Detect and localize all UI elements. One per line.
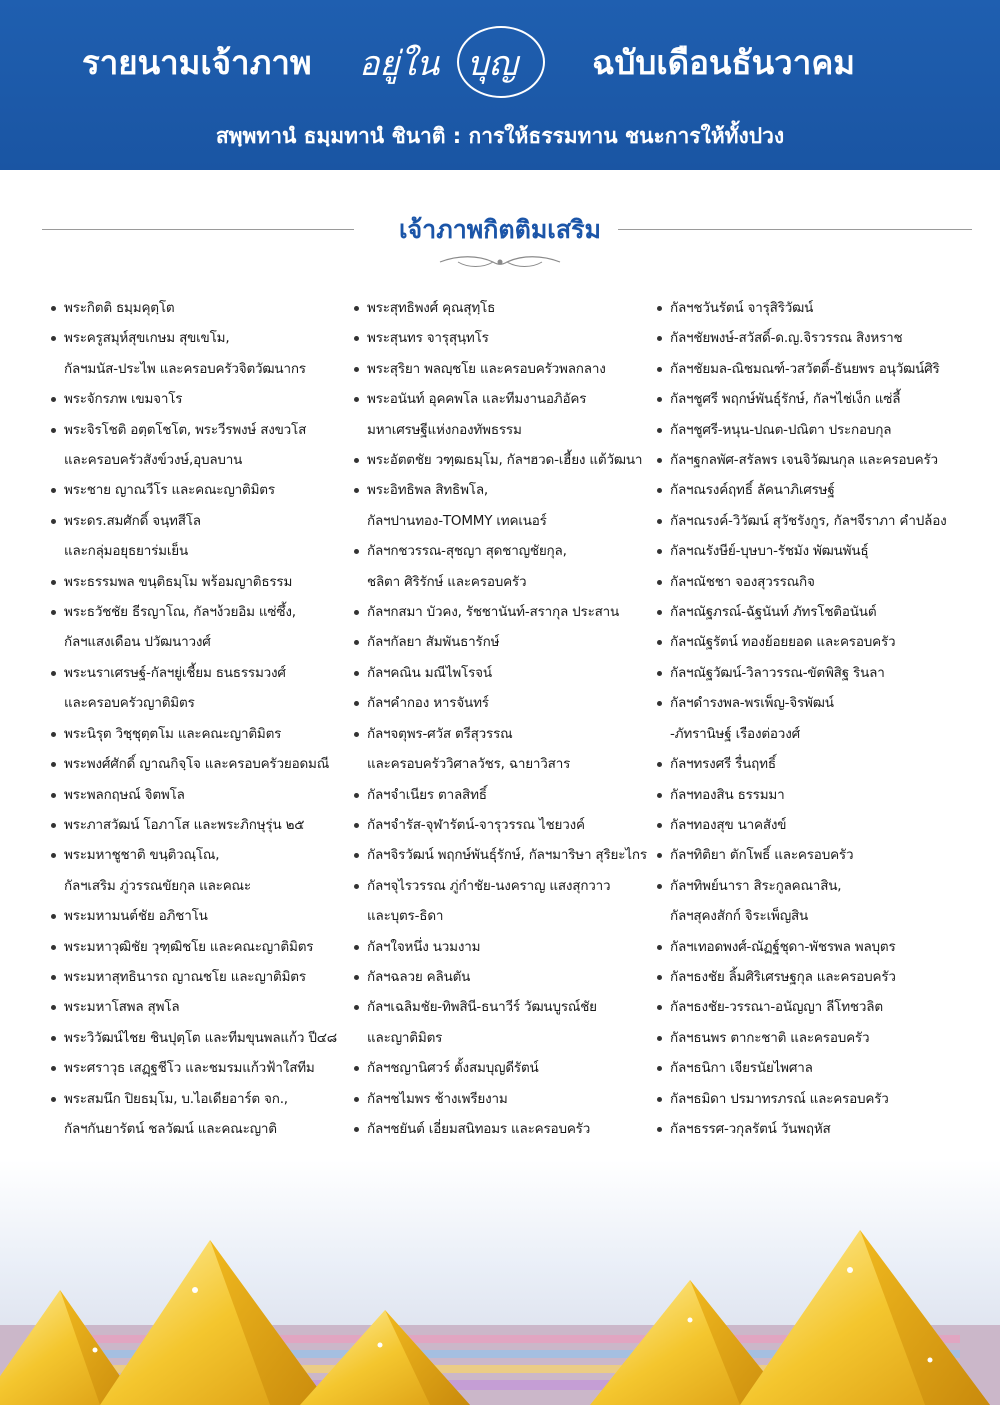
donor-name: พระพลกฤษณ์ จิตพโล: [64, 786, 185, 803]
donor-name-continued: กัลฯสุคงสักก์ จิระเพ็ญสิน: [670, 908, 809, 925]
donor-entry: [656, 780, 966, 810]
page-header: [0, 0, 1000, 170]
donor-name: กัลฯชไมพร ช้างเพรียงาม: [367, 1090, 508, 1107]
donor-entry: [353, 293, 663, 323]
donor-entry: [353, 992, 663, 1053]
donor-entry: [50, 749, 360, 779]
donor-name: กัลฯธนิกา เจียรนัยไพศาล: [670, 1060, 813, 1077]
donor-name: กัลฯกัลยา สัมพันธารักษ์: [367, 634, 500, 651]
donor-name: กัลฯทิติยา ตักโพธิ์ และครอบครัว: [670, 847, 854, 864]
donor-name: กัลฯธรรศ-วกุลรัตน์ วันพฤหัส: [670, 1120, 831, 1137]
donor-entry: [656, 445, 966, 475]
donor-entry: [656, 354, 966, 384]
donor-entry: [656, 1114, 966, 1144]
donor-name: พระมหาชูชาติ ขนฺติวณฺโณ,: [64, 847, 220, 864]
donor-name: กัลฯจตุพร-ศวัส ตรีสุวรรณ: [367, 725, 513, 742]
donor-name: กัลฯชัยพงษ์-สวัสดิ์-ด.ญ.จิรวรรณ สิงหราช: [670, 330, 903, 347]
donor-name-continued: -ภัทรานิษฐ์ เรืองต่อวงศ์: [670, 725, 800, 742]
donor-entry: [50, 1053, 360, 1083]
donor-name: กัลฯคณิน มณีไพโรจน์: [367, 664, 492, 681]
donor-entry: [50, 658, 360, 719]
donor-entry: [353, 1114, 663, 1144]
divider-right: [618, 229, 972, 230]
donor-entry: [50, 293, 360, 323]
donor-name: กัลฯดำรงพล-พรเพ็ญ-จิรพัฒน์: [670, 695, 834, 712]
donor-name: กัลฯทรงศรี รื่นฤทธิ์: [670, 756, 776, 773]
donor-name: พระมหาวุฒิชัย วุฑฺฒิชโย และคณะญาติมิตร: [64, 938, 314, 955]
donor-entry: [50, 506, 360, 567]
donor-name: กัลฯฐกลพัศ-สรัลพร เจนจิวัฒนกุล และครอบครัว: [670, 452, 938, 469]
donor-name: พระชาย ญาณวีโร และคณะญาติมิตร: [64, 482, 275, 499]
donor-column-1: [50, 293, 360, 1144]
donor-name: กัลฯชญานิศวร์ ตั้งสมบุญดีรัตน์: [367, 1060, 539, 1077]
donor-entry: [353, 384, 663, 445]
donor-entry: [353, 627, 663, 657]
donor-entry: [656, 992, 966, 1022]
donor-name: พระสุนทร จารุสุนฺทโร: [367, 330, 489, 347]
donor-name: พระมหาโสพล สุพโล: [64, 999, 180, 1016]
donor-entry: [656, 536, 966, 566]
donor-name: พระอิทธิพล สิทธิพโล,: [367, 482, 489, 499]
divider-left: [42, 229, 354, 230]
donor-name: กัลฯณัฐวัฒน์-วิลาวรรณ-ขัตพิสิฐ รินลา: [670, 664, 885, 681]
section-title: เจ้าภาพกิตติมเสริม: [398, 215, 602, 244]
donor-name: พระอัตตชัย วฑฺฒธมฺโม, กัลฯฮวด-เฮี้ยง แต้วัฒนา: [367, 452, 643, 469]
donor-entry: [353, 536, 663, 597]
donor-entry: [656, 840, 966, 870]
donor-name: พระธรรมพล ขนฺติธมฺโม พร้อมญาติธรรม: [64, 573, 293, 590]
donor-entry: [656, 627, 966, 657]
donor-entry: [353, 354, 663, 384]
donor-name-continued: กัลฯมนัส-ประไพ และครอบครัวจิตวัฒนากร: [64, 360, 306, 377]
donor-entry: [353, 658, 663, 688]
donor-entry: [50, 840, 360, 901]
donor-entry: [656, 323, 966, 353]
donor-entry: [656, 871, 966, 932]
donor-entry: [656, 597, 966, 627]
donor-name: กัลฯฉลวย คลินตัน: [367, 968, 471, 985]
donor-entry: [50, 597, 360, 658]
donor-name: กัลฯเทอดพงศ์-ณัฏฐ์ชุดา-พัชรพล พลบุตร: [670, 938, 896, 955]
donor-name: กัลฯชัยมล-ณิชมณฑ์-วสวัตติ์-ธันยพร อนุวัฒน์ศิริ: [670, 360, 940, 377]
donor-name: พระมหาสุทธินารถ ญาณชโย และญาติมิตร: [64, 968, 306, 985]
donor-entry: [353, 1053, 663, 1083]
donor-name: พระพงศ์ศักดิ์ ญาณกิจฺโจ และครอบครัวยอดมณี: [64, 756, 330, 773]
donor-name: พระศราวุธ เสฏฺฐชีโว และชมรมแก้วฟ้าใสทีม: [64, 1060, 315, 1077]
header-subtitle: สพฺพทานํ ธมฺมทานํ ชินาติ : การให้ธรรมทาน ชนะการให้ทั้งปวง: [215, 124, 785, 148]
donor-entry: [50, 992, 360, 1022]
donor-entry: [353, 932, 663, 962]
donor-entry: [353, 962, 663, 992]
donor-name-continued: กัลฯกันยารัตน์ ชลวัฒน์ และคณะญาติ: [64, 1120, 277, 1137]
donor-entry: [50, 415, 360, 476]
donor-name: พระครูสมุห์สุขเกษม สุขเขโม,: [64, 330, 230, 347]
donor-entry: [656, 810, 966, 840]
donor-name: พระสมนึก ปิยธมฺโม, บ.ไอเดียอาร์ต จก.,: [64, 1090, 288, 1107]
donor-column-2: [353, 293, 663, 1144]
donor-name-continued: และญาติมิตร: [367, 1029, 443, 1046]
donor-entry: [353, 475, 663, 536]
logo-text-2: บุญ: [467, 44, 518, 84]
donor-name-continued: และครอบครัววิศาลวัชร, ฉายาวิสาร: [367, 756, 571, 773]
donor-entry: [353, 1084, 663, 1114]
donor-entry: [353, 323, 663, 353]
donor-entry: [656, 567, 966, 597]
donor-entry: [656, 1084, 966, 1114]
donor-name-continued: และครอบครัวสังข์วงษ์,อุบลบาน: [64, 452, 243, 469]
donor-name: พระสุทธิพงศ์ คุณสุทฺโธ: [367, 300, 496, 316]
donor-entry: [353, 840, 663, 870]
donor-entry: [656, 293, 966, 323]
donor-name: กัลฯณัฐภรณ์-ฉัฐนันท์ ภัทรโชติอนันต์: [670, 604, 877, 621]
donor-entry: [353, 780, 663, 810]
donor-name: กัลฯชูศรี พฤกษ์พันธุ์รักษ์, กัลฯไช่เง็ก แซ่ลี้: [670, 391, 901, 408]
donor-entry: [50, 810, 360, 840]
donor-entry: [50, 384, 360, 414]
donor-entry: [656, 932, 966, 962]
donor-name: กัลฯจำรัส-จุฬารัตน์-จารุวรรณ ไชยวงค์: [367, 816, 585, 833]
donor-entry: [353, 597, 663, 627]
donor-entry: [656, 1053, 966, 1083]
donor-entry: [656, 688, 966, 749]
donor-name: กัลฯณัฐรัตน์ ทองย้อยยอด และครอบครัว: [670, 634, 896, 651]
donor-name: กัลฯชวันรัตน์ จารุสิริวัฒน์: [670, 300, 814, 316]
donor-entry: [656, 384, 966, 414]
donor-name-continued: และครอบครัวญาติมิตร: [64, 695, 195, 712]
donor-name-continued: กัลฯปานทอง-TOMMY เทคเนอร์: [367, 512, 547, 529]
donor-name-continued: ชลิตา ศิริรักษ์ และครอบครัว: [367, 573, 527, 590]
donor-name: กัลฯกสมา บัวคง, รัชชานันท์-สรากุล ประสาน: [367, 604, 620, 621]
donor-name: พระอนันท์ อุคคพโล และทีมงานอภิอัคร: [367, 391, 587, 408]
donor-name: กัลฯณรงค์ฤทธิ์ ลัคนาภิเศรษฐ์: [670, 482, 835, 499]
logo-text-1: อยู่ใน: [359, 44, 440, 84]
donor-entry: [656, 1023, 966, 1053]
donor-name: กัลฯจุไรวรรณ ภู่กำชัย-นงคราญ แสงสุกวาว: [367, 877, 611, 894]
donor-entry: [656, 415, 966, 445]
donor-name: กัลฯเฉลิมชัย-ทิพสินี-ธนาวีร์ วัฒนบูรณ์ชัย: [367, 999, 597, 1016]
donor-name-continued: และกลุ่มอยุธยาร่มเย็น: [64, 543, 189, 560]
donor-entry: [50, 567, 360, 597]
donor-name: พระจิรโชติ อตฺตโชโต, พระวีรพงษ์ สงขวโส: [64, 421, 307, 438]
donor-name: กัลฯคำกอง หารจันทร์: [367, 695, 489, 712]
donor-name: พระธวัชชัย ธีรญาโณ, กัลฯง้วยอิม แซ่ซึ้ง,: [64, 604, 296, 621]
donor-entry: [353, 871, 663, 932]
donor-entry: [50, 475, 360, 505]
donor-name: กัลฯณรงค์-วิวัฒน์ สุวัชรังกูร, กัลฯจีราภา คำปล้อง: [670, 512, 947, 529]
donor-name: กัลฯจิรวัฒน์ พฤกษ์พันธุ์รักษ์, กัลฯมาริษา สุริยะไกร: [367, 847, 647, 864]
donor-entry: [50, 1084, 360, 1145]
donor-name: กัลฯธงชัย ลิ้มศิริเศรษฐกุล และครอบครัว: [670, 968, 896, 985]
donor-name: กัลฯณรังษีย์-บุษบา-รัชมัง พัฒนพันธุ์: [670, 543, 869, 560]
ornament-flourish: [438, 253, 562, 271]
donor-name: กัลฯณัชชา จองสุวรรณกิจ: [670, 573, 815, 590]
donor-column-3: [656, 293, 966, 1144]
donor-entry: [353, 445, 663, 475]
header-title-left: รายนามเจ้าภาพ: [82, 43, 312, 82]
donor-entry: [656, 506, 966, 536]
donor-name-continued: มหาเศรษฐีแห่งกองทัพธรรม: [367, 421, 522, 438]
donor-entry: [50, 901, 360, 931]
donor-entry: [50, 323, 360, 384]
donor-name: พระจักรภพ เขมจาโร: [64, 391, 183, 408]
donor-entry: [656, 658, 966, 688]
donor-name: พระมหามนต์ชัย อภิชาโน: [64, 908, 208, 925]
donor-name: กัลฯกชวรรณ-สุชญา สุดชาญชัยกุล,: [367, 543, 567, 560]
donor-name: กัลฯทองสุข นาคสังข์: [670, 816, 787, 833]
donor-name: พระนราเศรษฐ์-กัลฯยู่เชี้ยม ธนธรรมวงศ์: [64, 664, 286, 681]
donor-name-continued: กัลฯเสริม ภู่วรรณขัยกุล และคณะ: [64, 877, 251, 894]
header-title-right: ฉบับเดือนธันวาคม: [592, 43, 856, 82]
donor-name: กัลฯใจหนึ่ง นวมงาม: [367, 938, 481, 955]
donor-name: พระวิวัฒน์ไชย ชินปุตฺโต และทีมขุนพลแก้ว ปี๔๘: [64, 1029, 337, 1046]
donor-entry: [353, 688, 663, 718]
pagoda-decoration: [0, 1160, 1000, 1405]
donor-name: พระนิรุต วิชฺชุตฺตโม และคณะญาติมิตร: [64, 725, 282, 742]
donor-entry: [353, 810, 663, 840]
donor-entry: [50, 1023, 360, 1053]
donor-name: กัลฯทิพย์นารา สิระกูลคณาสิน,: [670, 877, 842, 894]
donor-name: พระกิตติ ธมฺมคุตฺโต: [64, 300, 175, 316]
donor-entry: [656, 749, 966, 779]
donor-name: กัลฯชูศรี-หนุน-ปณต-ปณิตา ประกอบกุล: [670, 421, 892, 438]
donor-entry: [656, 475, 966, 505]
donor-name: กัลฯธนพร ตากะชาติ และครอบครัว: [670, 1029, 870, 1046]
donor-name-continued: กัลฯแสงเดือน ปวัฒนาวงศ์: [64, 634, 211, 651]
donor-entry: [50, 780, 360, 810]
donor-entry: [50, 719, 360, 749]
donor-entry: [656, 962, 966, 992]
donor-name: กัลฯธมิดา ปรมาทรภรณ์ และครอบครัว: [670, 1090, 889, 1107]
magazine-logo: [355, 22, 565, 102]
donor-name: กัลฯธงชัย-วรรณา-อนัญญา ลีโทชวลิต: [670, 999, 883, 1016]
donor-entry: [50, 962, 360, 992]
donor-name: กัลฯจำเนียร ตาลสิทธิ์: [367, 786, 487, 803]
donor-name: พระภาสวัฒน์ โอภาโส และพระภิกษุรุ่น ๒๕: [64, 816, 305, 833]
donor-name: พระดร.สมศักดิ์ จนฺทสีโล: [64, 512, 201, 529]
donor-name: กัลฯทองสิน ธรรมมา: [670, 786, 785, 803]
donor-entry: [353, 719, 663, 780]
donor-entry: [50, 932, 360, 962]
donor-name: กัลฯชยันต์ เอี่ยมสนิทอมร และครอบครัว: [367, 1120, 591, 1137]
donor-name: พระสุริยา พลญฺชโย และครอบครัวพลกลาง: [367, 360, 606, 377]
donor-name-continued: และบุตร-ธิดา: [367, 908, 444, 925]
